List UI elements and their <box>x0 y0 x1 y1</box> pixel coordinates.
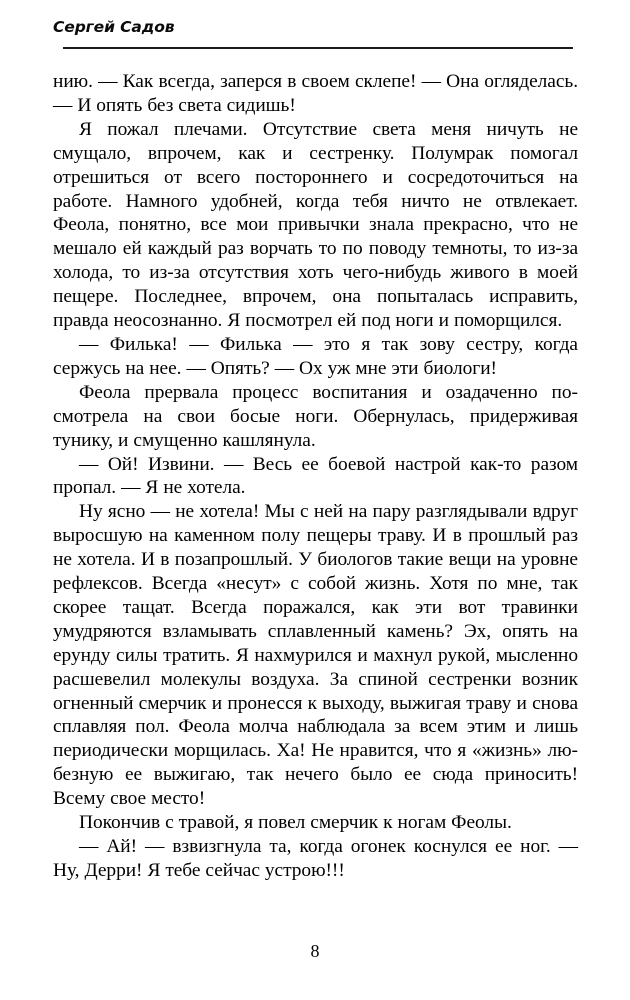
paragraph: — Ай! — взвизгнула та, когда огонек коснулся ее ног. — Ну, Дерри! Я тебе сейчас устрою!!! <box>53 836 578 881</box>
paragraph: — Филька! — Филька — это я так зову сестру, когда сержусь на нее. — Опять? — Ох уж мне эти биологи! <box>53 333 578 379</box>
running-head <box>53 17 573 43</box>
page-number: 8 <box>310 941 320 961</box>
paragraph: Покончив с травой, я повел смерчик к ногам Феолы. <box>79 812 512 834</box>
body-text-block <box>53 70 578 883</box>
paragraph: Ну ясно — не хотела! Мы с ней на пару разглядывали вдруг выросшую на каменном полу пещеры траву. И в прошлый раз не хотела. И в позапрошлый. У биологов такие вещи на уровне рефлексов. Всегда «несут» с собой жизнь. Хотя по мне, так скорее тащат. Всегда поражался, как эти вот травинки умудряются взламывать сплавленный камень? Эх, опять на ерунду силы тратить. Я нахмурился и махнул рукой, мысленно расшевелил молекулы воздуха. За спиной сестренки возник огненный смерчик и пронесся к выходу, выжигая траву и снова сплавляя пол. Феола молча наблюдала за всем этим и лишь периодически морщилась. Ха! Не нравится, что я «жизнь» любезную ее выжигаю, так нечего было ее сюда приносить! Всему свое место! <box>53 501 578 810</box>
paragraph: — Ой! Извини. — Весь ее боевой настрой как-то разом пропал. — Я не хотела. <box>53 453 578 499</box>
running-head-rule <box>63 47 573 49</box>
running-head-author: Сергей Садов <box>53 18 175 36</box>
paragraph: Я пожал плечами. Отсутствие света меня ничуть не смущало, впрочем, как и сестренку. Полумрак помогал отрешиться от всего постороннего и сосредоточиться на работе. Намного удобней, когда тебя ничто не отвлекает. Феола, понятно, все мои привычки знала прекрасно, что не мешало ей каждый раз ворчать то по поводу темноты, то из-за холода, то из-за отсутствия хоть чего-нибудь живого в моей пещере. Последнее, впрочем, она попыталась исправить, правда неосознанно. Я посмотрел ей под ноги и поморщился. <box>53 118 578 332</box>
paragraph: нию. — Как всегда, заперся в своем склепе! — Она огляделась. — И опять без света сидишь! <box>53 71 578 116</box>
paragraph: Феола прервала процесс воспитания и озадаченно посмотрела на свои босые ноги. Обернулась, придерживая тунику, и смущенно кашлянула. <box>53 381 578 451</box>
